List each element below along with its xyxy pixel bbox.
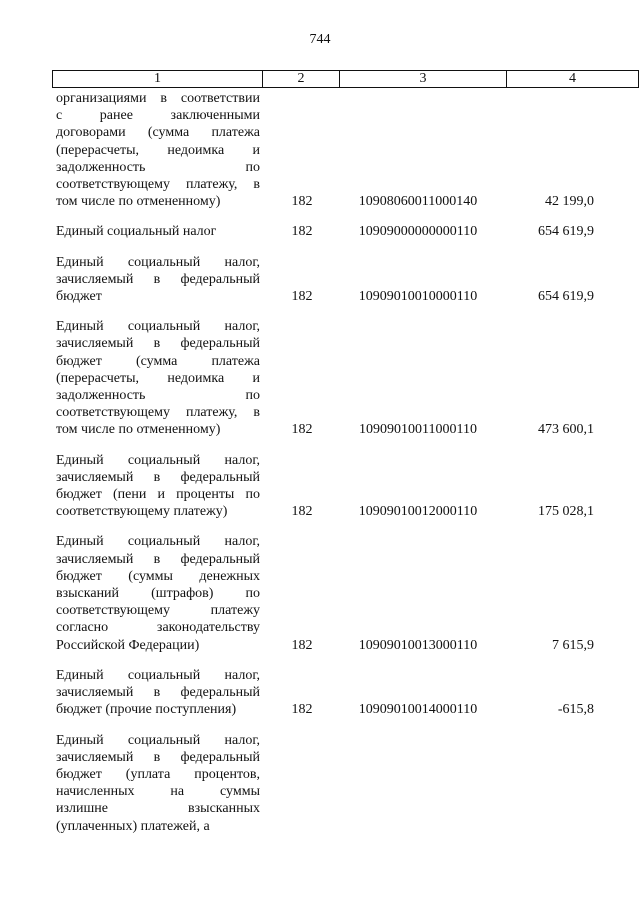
admin-code: 182 xyxy=(291,194,313,210)
description-line: Единый социальный налог, xyxy=(56,534,260,550)
description-line: начисленных на суммы xyxy=(56,784,260,800)
table-row xyxy=(56,254,606,306)
description-line: зачисляемый в федеральный xyxy=(56,685,260,701)
description-line: Российской Федерации) xyxy=(56,637,200,653)
description-line: Единый социальный налог, xyxy=(56,319,260,335)
description-line: бюджет (сумма платежа xyxy=(56,353,260,369)
column-header-3: 3 xyxy=(340,71,507,88)
row-description xyxy=(56,223,260,240)
description-line: Единый социальный налог, xyxy=(56,254,260,270)
description-line: излишне взысканных xyxy=(56,801,260,817)
description-line: зачисляемый в федеральный xyxy=(56,271,260,287)
row-description xyxy=(56,318,260,438)
description-line: бюджет (уплата процентов, xyxy=(56,766,260,782)
description-line: Единый социальный налог, xyxy=(56,452,260,468)
description-line: соответствующему платежу) xyxy=(56,504,228,520)
description-line: бюджет (прочие поступления) xyxy=(56,702,237,718)
table-row xyxy=(56,90,606,210)
description-line: том числе по отмененному) xyxy=(56,194,221,210)
admin-code: 182 xyxy=(291,637,313,653)
admin-code: 182 xyxy=(291,422,313,438)
row-description xyxy=(56,667,260,719)
description-line: том числе по отмененному) xyxy=(56,422,221,438)
description-line: зачисляемый в федеральный xyxy=(56,749,260,765)
description-line: бюджет (пени и проценты по xyxy=(56,487,260,503)
budget-classification-code: 10908060011000140 xyxy=(358,194,478,210)
description-line: соответствующему платежу, в xyxy=(56,405,260,421)
amount: 654 619,9 xyxy=(538,289,594,305)
description-line: договорами (сумма платежа xyxy=(56,125,260,141)
description-line: задолженность по xyxy=(56,388,260,404)
admin-code: 182 xyxy=(291,224,313,240)
column-header-table xyxy=(52,70,639,88)
amount: -615,8 xyxy=(557,702,594,718)
description-line: Единый социальный налог, xyxy=(56,732,260,748)
budget-classification-code: 10909010010000110 xyxy=(358,289,478,305)
table-row xyxy=(56,318,606,438)
column-header-4: 4 xyxy=(507,71,639,88)
budget-classification-code: 10909010011000110 xyxy=(359,422,477,438)
row-description xyxy=(56,90,260,210)
budget-classification-code: 10909010014000110 xyxy=(358,702,478,718)
column-header-1: 1 xyxy=(53,71,263,88)
description-line: задолженность по xyxy=(56,159,260,175)
amount: 175 028,1 xyxy=(538,504,594,520)
row-description xyxy=(56,452,260,521)
table-row xyxy=(56,223,606,240)
description-line: (перерасчеты, недоимка и xyxy=(56,370,260,386)
table-row xyxy=(56,533,606,653)
description-line: Единый социальный налог xyxy=(56,224,217,240)
admin-code: 182 xyxy=(291,702,313,718)
admin-code: 182 xyxy=(291,504,313,520)
page-number: 744 xyxy=(309,32,331,47)
description-line: с ранее заключенными xyxy=(56,108,260,124)
description-line: зачисляемый в федеральный xyxy=(56,551,260,567)
description-line: (перерасчеты, недоимка и xyxy=(56,142,260,158)
admin-code: 182 xyxy=(291,289,313,305)
amount: 654 619,9 xyxy=(538,224,594,240)
budget-classification-code: 10909010013000110 xyxy=(358,637,478,653)
description-line: Единый социальный налог, xyxy=(56,667,260,683)
description-line: соответствующему платежу xyxy=(56,603,260,619)
table-row xyxy=(56,667,606,719)
column-header-2: 2 xyxy=(263,71,340,88)
amount: 42 199,0 xyxy=(545,194,594,210)
amount: 473 600,1 xyxy=(538,422,594,438)
description-line: согласно законодательству xyxy=(56,620,260,636)
budget-classification-code: 10909000000000110 xyxy=(358,224,478,240)
budget-rows xyxy=(56,90,606,848)
amount: 7 615,9 xyxy=(552,637,594,653)
row-description xyxy=(56,533,260,653)
description-line: зачисляемый в федеральный xyxy=(56,469,260,485)
budget-classification-code: 10909010012000110 xyxy=(358,504,478,520)
row-description xyxy=(56,254,260,306)
table-row xyxy=(56,452,606,521)
description-line: взысканий (штрафов) по xyxy=(56,586,260,602)
table-row xyxy=(56,732,606,835)
description-line: (уплаченных) платежей, а xyxy=(56,818,210,834)
column-header-row xyxy=(53,71,639,88)
description-line: соответствующему платежу, в xyxy=(56,177,260,193)
description-line: зачисляемый в федеральный xyxy=(56,336,260,352)
row-description xyxy=(56,732,260,835)
description-line: бюджет xyxy=(56,289,102,305)
description-line: бюджет (суммы денежных xyxy=(56,568,260,584)
description-line: организациями в соответствии xyxy=(56,91,260,106)
